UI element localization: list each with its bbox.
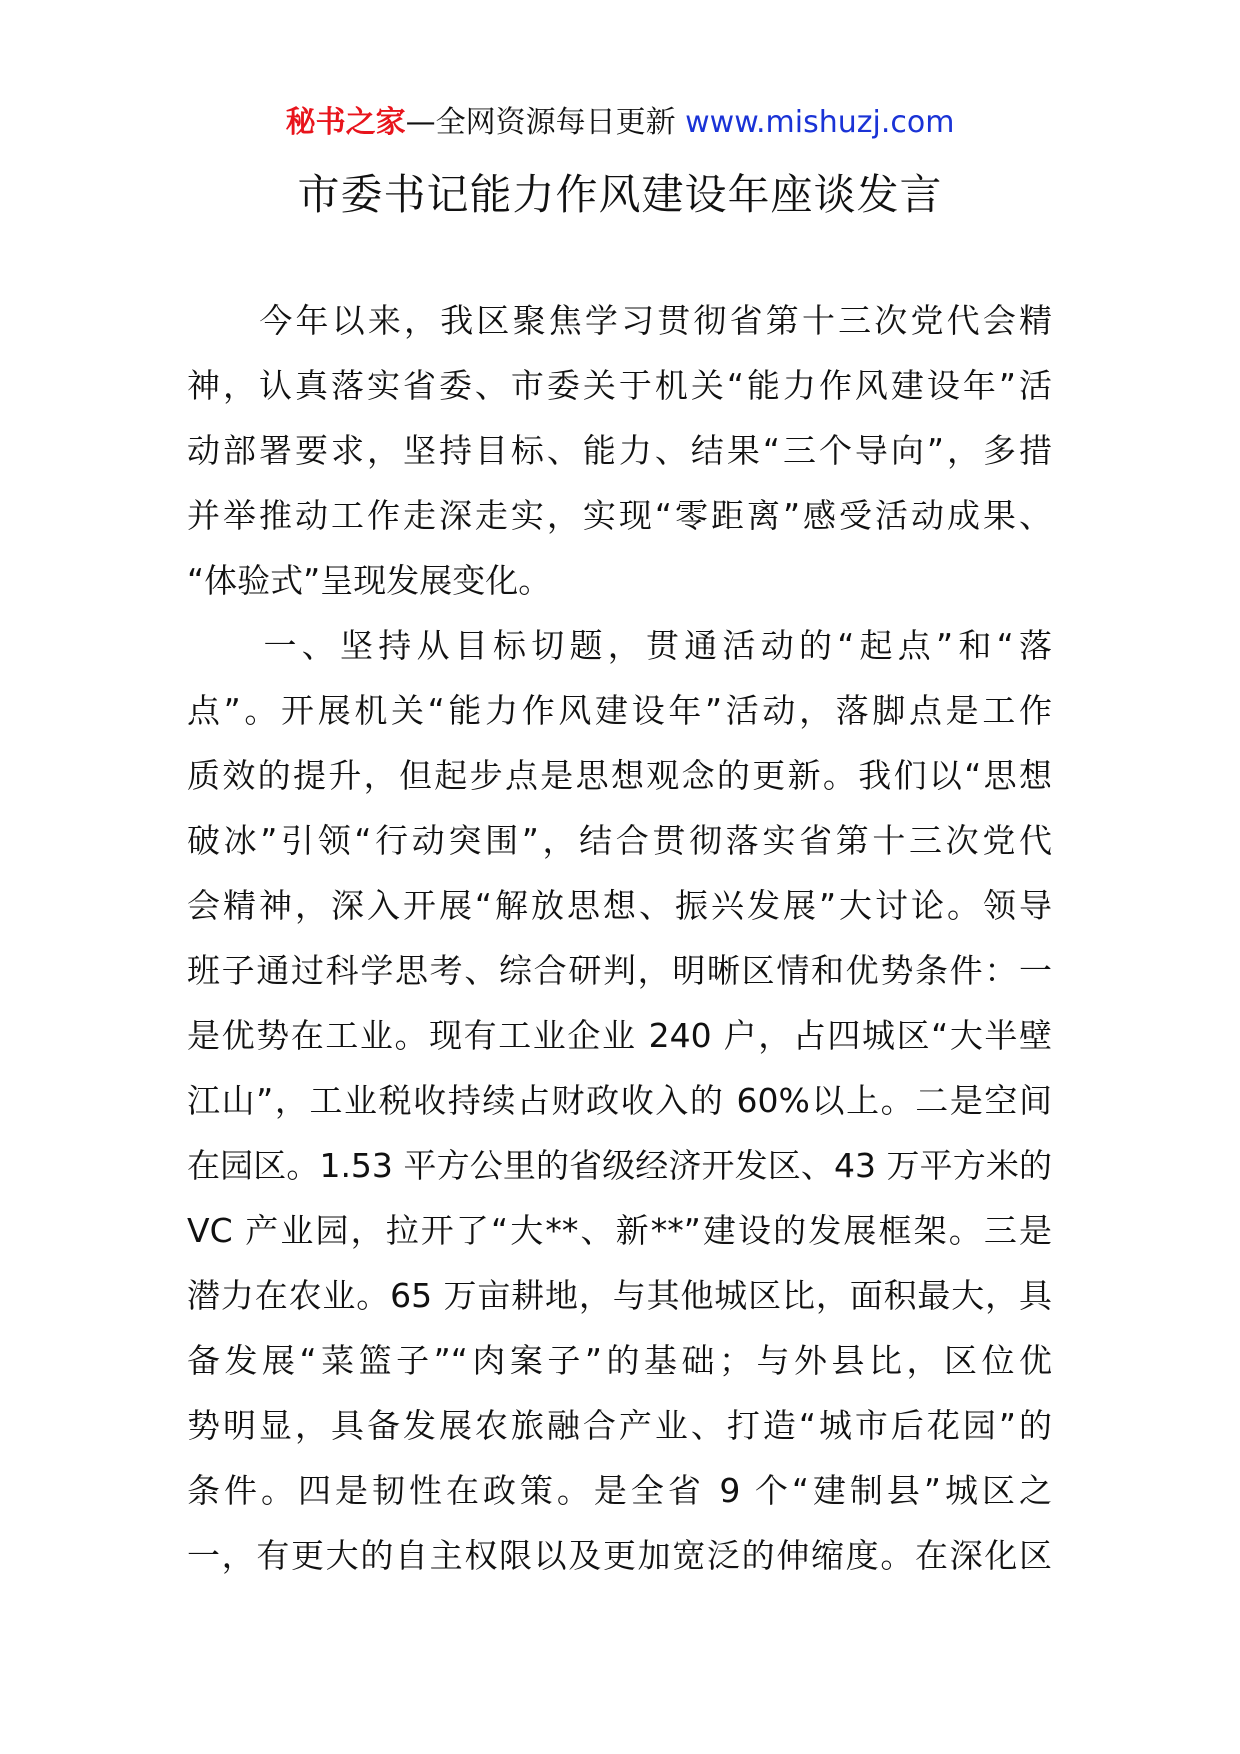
paragraph-line: 备发展“菜篮子”“肉案子”的基础；与外县比，区位优 (187, 1341, 1052, 1380)
document-title: 市委书记能力作风建设年座谈发言 (297, 170, 943, 219)
paragraph-line: 动部署要求，坚持目标、能力、结果“三个导向”，多措 (187, 431, 1052, 470)
site-brand: 秘书之家 (285, 105, 406, 140)
paragraph-line: 破冰”引领“行动突围”，结合贯彻落实省第十三次党代 (187, 821, 1052, 860)
paragraph-line: “体验式”呈现发展变化。 (187, 561, 552, 600)
site-header (0, 101, 1240, 145)
paragraph-line: 质效的提升，但起步点是思想观念的更新。我们以“思想 (187, 756, 1052, 795)
paragraph-line: 是优势在工业。现有工业企业 240 户，占四城区“大半壁 (187, 1016, 1052, 1055)
paragraph-line: 一，有更大的自主权限以及更加宽泛的伸缩度。在深化区 (187, 1536, 1052, 1575)
paragraph-line: 条件。四是韧性在政策。是全省 9 个“建制县”城区之 (187, 1471, 1052, 1510)
paragraph-line: 一、坚持从目标切题，贯通活动的“起点”和“落 (187, 626, 1052, 665)
paragraph-line: 会精神，深入开展“解放思想、振兴发展”大讨论。领导 (187, 886, 1052, 925)
site-url-link[interactable]: www.mishuzj.com (685, 105, 955, 140)
paragraph-line: 并举推动工作走深走实，实现“零距离”感受活动成果、 (187, 496, 1052, 535)
paragraph-line: 班子通过科学思考、综合研判，明晰区情和优势条件：一 (187, 951, 1052, 990)
paragraph-line: 点”。开展机关“能力作风建设年”活动，落脚点是工作 (187, 691, 1052, 730)
paragraph-line: 神，认真落实省委、市委关于机关“能力作风建设年”活 (187, 366, 1052, 405)
site-tagline: —全网资源每日更新 (405, 105, 676, 140)
paragraph-line: 势明显，具备发展农旅融合产业、打造“城市后花园”的 (187, 1406, 1052, 1445)
paragraph-line: 江山”，工业税收持续占财政收入的 60%以上。二是空间 (187, 1081, 1052, 1120)
paragraph-line: VC 产业园，拉开了“大**、新**”建设的发展框架。三是 (187, 1211, 1052, 1250)
paragraph-line: 潜力在农业。65 万亩耕地，与其他城区比，面积最大，具 (187, 1276, 1052, 1315)
document-body (187, 288, 1052, 1588)
paragraph-line: 在园区。1.53 平方公里的省级经济开发区、43 万平方米的 (187, 1146, 1052, 1185)
paragraph-line: 今年以来，我区聚焦学习贯彻省第十三次党代会精 (187, 301, 1052, 340)
